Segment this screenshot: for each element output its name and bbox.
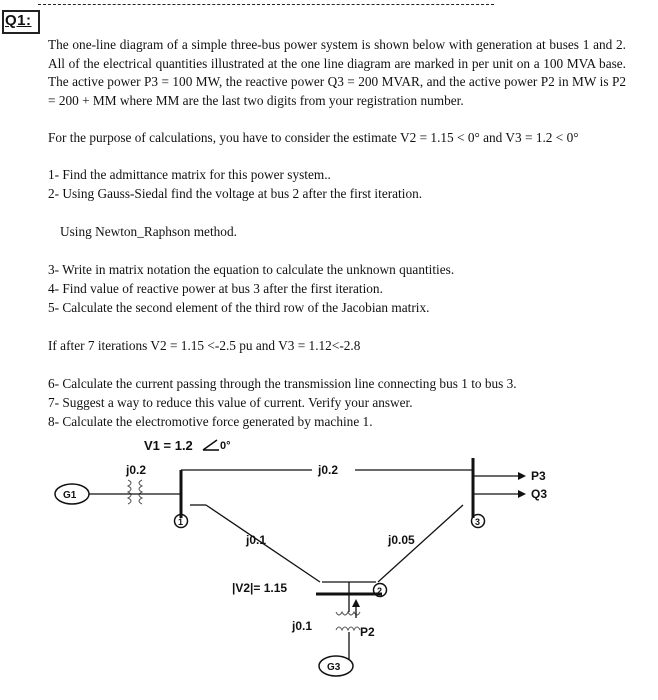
question-label: Q1:	[5, 12, 32, 29]
line-23-label: j0.05	[388, 533, 415, 547]
task-3: 3- Write in matrix notation the equation to calculate the unknown quantities.	[48, 262, 455, 277]
gen3-name: G3	[327, 662, 341, 673]
line-12-label: j0.1	[246, 533, 267, 547]
task-7: 7- Suggest a way to reduce this value of current. Verify your answer.	[48, 395, 413, 410]
intro-paragraph: The one-line diagram of a simple three-bus power system is shown below with generation at buses 1 and 2. All of the electrical quantities illustrated at the one line diagram are marked in per unit on a 100 MVA base. The active power P3 = 100 MW, the reactive power Q3 = 200 MVAR, and the active power P2 in MW is P2 = 200 + MM where MM are the last two digits from your registration number.	[48, 37, 626, 108]
bus-3-number: 3	[475, 517, 481, 527]
method-heading: Using Newton_Raphson method.	[60, 224, 237, 239]
iteration-note: If after 7 iterations V2 = 1.15 <-2.5 pu and V3 = 1.12<-2.8	[48, 338, 361, 353]
line-13-label: j0.2	[318, 463, 339, 477]
v1-label: V1 = 1.2	[144, 438, 193, 453]
v2-label: |V2|= 1.15	[232, 581, 288, 595]
p2-arrow-icon	[352, 599, 360, 607]
gen3-reactance: j0.1	[292, 619, 313, 633]
gen1-name: G1	[63, 490, 77, 501]
task-5: 5- Calculate the second element of the third row of the Jacobian matrix.	[48, 300, 430, 315]
task-6: 6- Calculate the current passing through the transmission line connecting bus 1 to bus 3.	[48, 376, 517, 391]
task-8: 8- Calculate the electromotive force generated by machine 1.	[48, 414, 373, 429]
task-4: 4- Find value of reactive power at bus 3 after the first iteration.	[48, 281, 383, 296]
p3-arrow-icon	[518, 472, 526, 480]
estimate-line: For the purpose of calculations, you have to consider the estimate V2 = 1.15 < 0° and V3 = 1.2 < 0°	[48, 130, 579, 145]
bus-1-number: 1	[178, 517, 184, 527]
load-p3: P3	[531, 469, 546, 483]
q3-arrow-icon	[518, 490, 526, 498]
bus-2-number: 2	[377, 586, 383, 596]
v1-angle: 0°	[220, 440, 231, 452]
task-2: 2- Using Gauss-Siedal find the voltage at bus 2 after the first iteration.	[48, 186, 423, 201]
transformer-icon	[128, 480, 142, 504]
load-p2: P2	[360, 625, 375, 639]
angle-symbol-icon	[203, 440, 219, 450]
task-1: 1- Find the admittance matrix for this power system..	[48, 167, 331, 182]
gen1-reactance: j0.2	[126, 463, 147, 477]
load-q3: Q3	[531, 487, 548, 501]
